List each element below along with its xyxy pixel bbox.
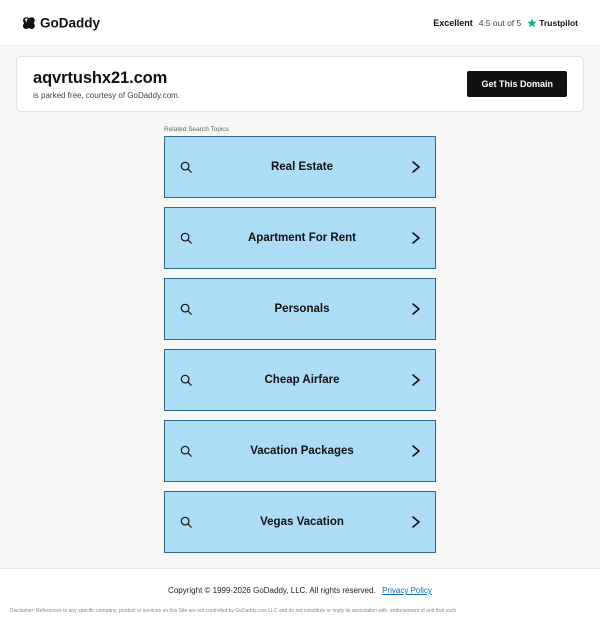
chevron-right-icon bbox=[411, 160, 421, 174]
chevron-right-icon bbox=[411, 515, 421, 529]
chevron-right-icon bbox=[411, 231, 421, 245]
godaddy-logo[interactable] bbox=[22, 15, 102, 31]
svg-text:GoDaddy: GoDaddy bbox=[40, 15, 101, 30]
topic-label: Vegas Vacation bbox=[260, 516, 344, 528]
topic-label: Cheap Airfare bbox=[264, 374, 340, 386]
godaddy-logo-icon bbox=[22, 16, 36, 30]
topic-label: Real Estate bbox=[270, 161, 333, 173]
search-icon bbox=[179, 231, 193, 245]
list-item[interactable] bbox=[164, 278, 436, 340]
domain-card bbox=[16, 56, 584, 112]
site-header bbox=[0, 0, 600, 46]
site-footer bbox=[0, 568, 600, 619]
copyright-text: Copyright © 1999-2026 GoDaddy, LLC. All rights reserved. bbox=[168, 586, 376, 595]
search-icon bbox=[179, 515, 193, 529]
list-item[interactable] bbox=[164, 420, 436, 482]
footer-copyright-row bbox=[0, 580, 600, 598]
trust-score-text: 4.5 out of 5 bbox=[478, 17, 522, 28]
related-search-label: Related Search Topics bbox=[164, 126, 229, 133]
search-icon bbox=[179, 302, 193, 316]
domain-subtitle: is parked free, courtesy of GoDaddy.com. bbox=[33, 90, 181, 100]
trustpilot-star-icon bbox=[527, 18, 537, 28]
topic-label: Personals bbox=[274, 303, 330, 315]
search-icon bbox=[179, 444, 193, 458]
list-item[interactable] bbox=[164, 207, 436, 269]
list-item[interactable] bbox=[164, 349, 436, 411]
trustpilot-brand-text: Trustpilot bbox=[539, 17, 578, 28]
search-icon bbox=[179, 373, 193, 387]
search-icon bbox=[179, 160, 193, 174]
get-this-domain-button[interactable]: Get This Domain bbox=[467, 71, 567, 97]
disclaimer-text: Disclaimer: References to any specific company, product or services on this Site are not controlled by GoDaddy.com LLC and do not constitute or imply its association with, endorsement of and that such bbox=[10, 608, 457, 614]
domain-name: aqvrtushx21.com bbox=[33, 68, 168, 87]
chevron-right-icon bbox=[411, 444, 421, 458]
privacy-policy-link[interactable]: Privacy Policy bbox=[382, 586, 432, 595]
domain-info bbox=[33, 69, 180, 100]
list-item[interactable] bbox=[164, 136, 436, 198]
trust-rating-word: Excellent bbox=[433, 17, 473, 28]
related-topics-list bbox=[164, 136, 436, 562]
trustpilot-brand bbox=[527, 18, 578, 28]
godaddy-logo-text bbox=[40, 15, 102, 31]
topic-label: Vacation Packages bbox=[250, 445, 354, 457]
chevron-right-icon bbox=[411, 373, 421, 387]
topic-label: Apartment For Rent bbox=[248, 232, 356, 244]
trustpilot-rating[interactable] bbox=[433, 18, 578, 28]
related-search-section bbox=[0, 126, 600, 562]
list-item[interactable] bbox=[164, 491, 436, 553]
chevron-right-icon bbox=[411, 302, 421, 316]
